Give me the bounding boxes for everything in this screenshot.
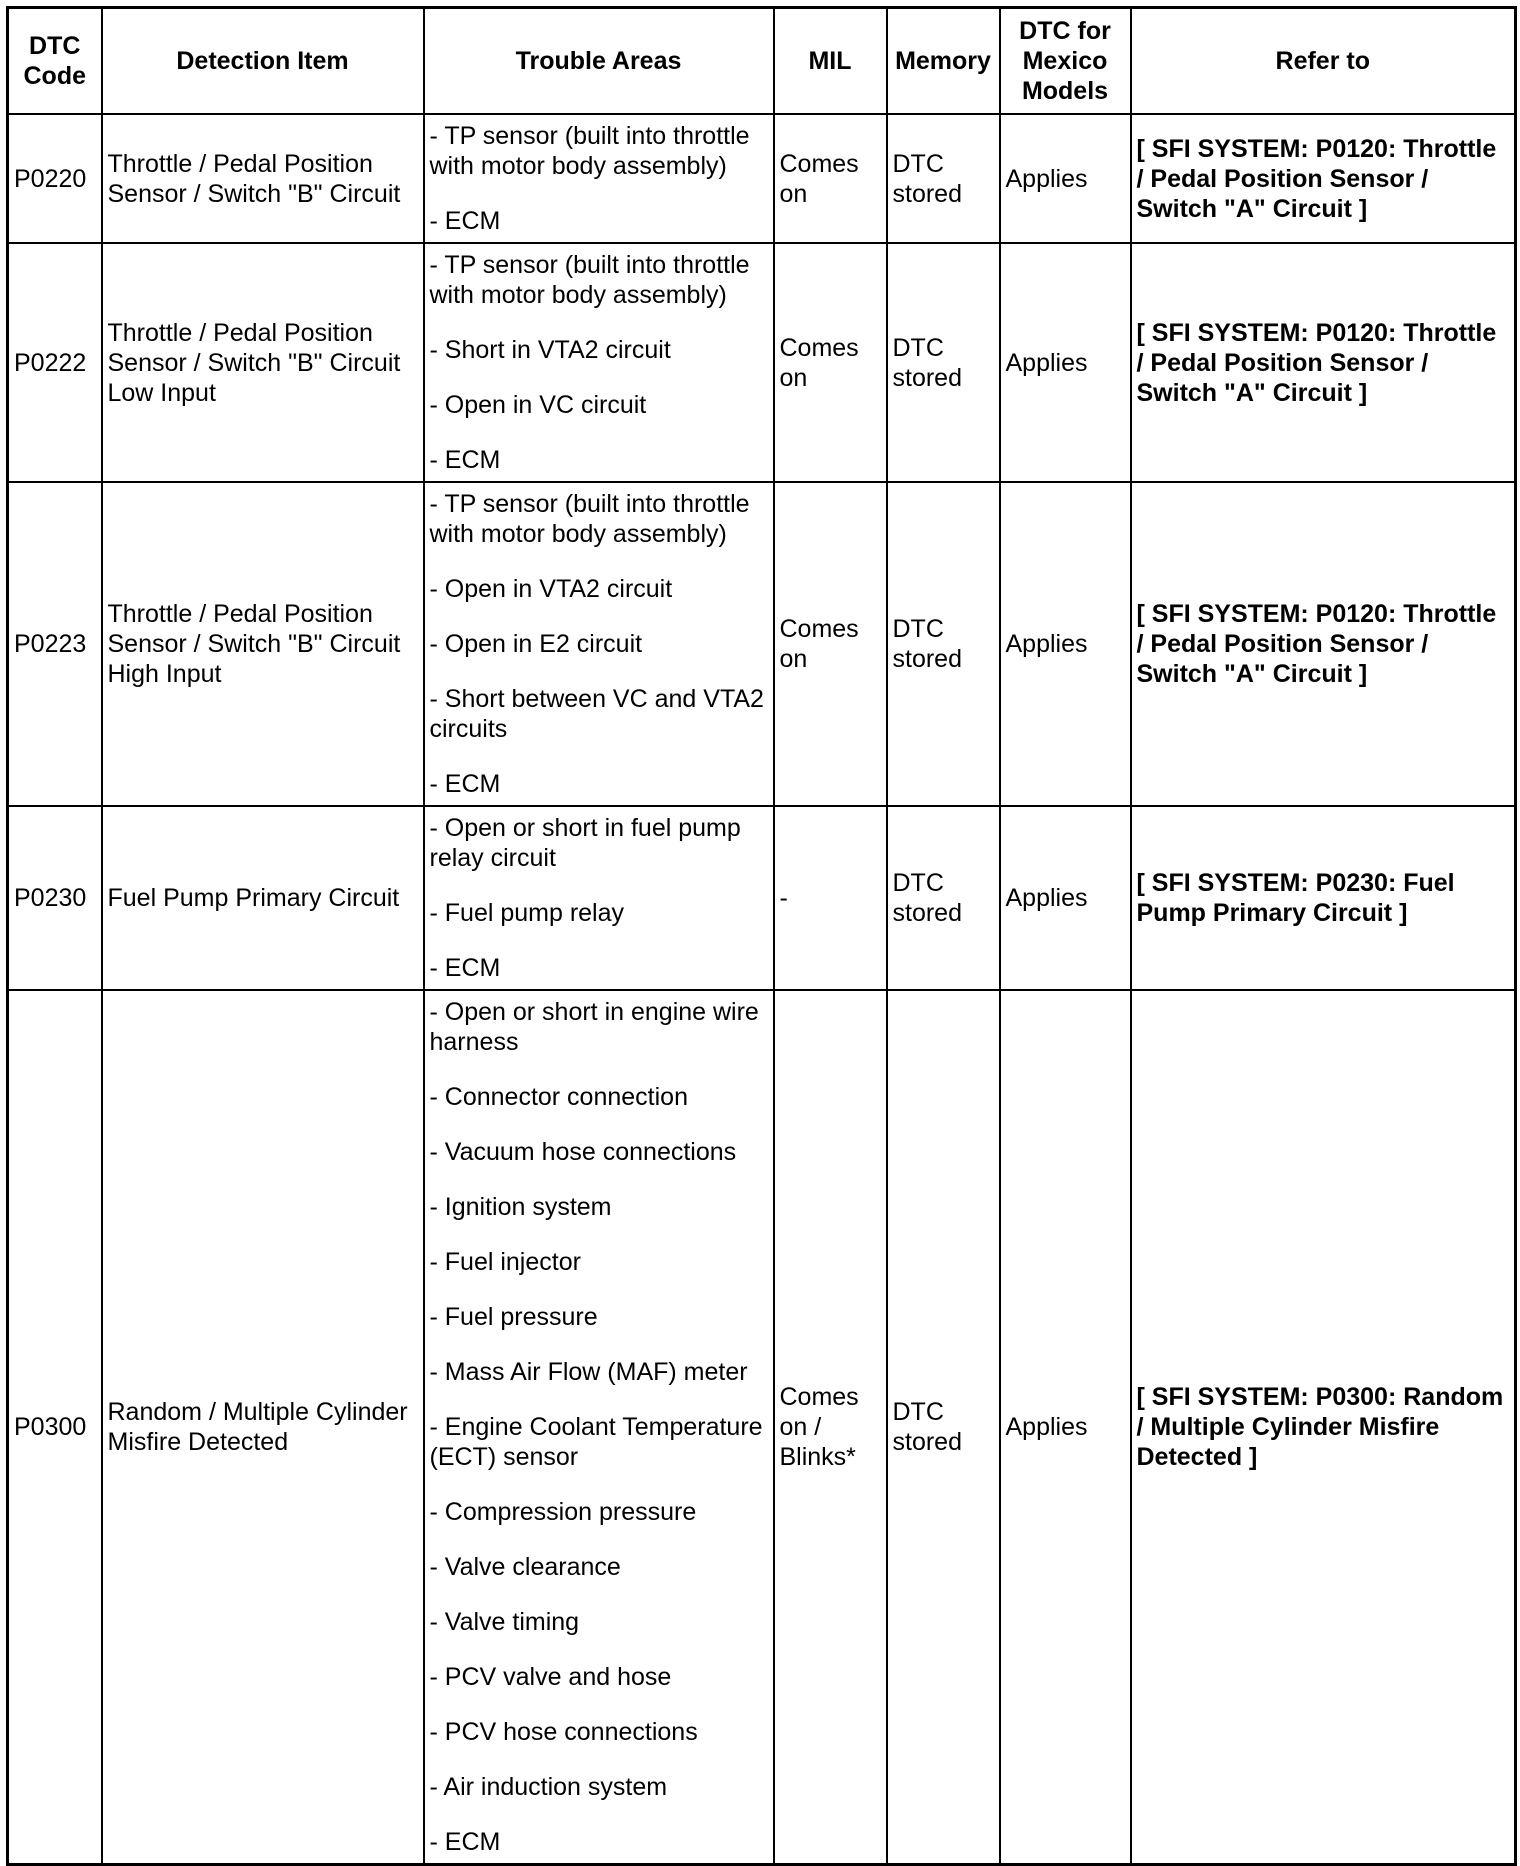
trouble-area-item: - Open in E2 circuit: [429, 630, 643, 658]
trouble-areas-cell: [424, 243, 774, 482]
memory-cell: DTC stored: [887, 990, 1000, 1865]
trouble-areas-list: [430, 813, 768, 983]
dtc-table: [6, 6, 1517, 1866]
header-row: [8, 8, 1516, 115]
dtc-code-cell: P0220: [8, 114, 102, 243]
mil-cell: Comes on: [774, 482, 887, 806]
memory-cell: DTC stored: [887, 806, 1000, 990]
mexico-models-cell: Applies: [1000, 243, 1131, 482]
dtc-code-cell: P0300: [8, 990, 102, 1865]
trouble-areas-list: [430, 489, 768, 799]
refer-to-cell: [ SFI SYSTEM: P0120: Throttle / Pedal Position Sensor / Switch "A" Circuit ]: [1131, 243, 1516, 482]
trouble-area-item: - TP sensor (built into throttle with motor body assembly): [429, 251, 750, 309]
trouble-area-item: - Air induction system: [429, 1773, 668, 1801]
mil-cell: Comes on: [774, 114, 887, 243]
trouble-area-item: - Fuel pump relay: [429, 899, 625, 927]
trouble-area-item: - Open in VTA2 circuit: [429, 575, 673, 603]
trouble-area-item: - PCV valve and hose: [429, 1663, 672, 1691]
trouble-area-item: - Open or short in engine wire harness: [429, 998, 759, 1056]
trouble-area-item: - Fuel pressure: [429, 1303, 598, 1331]
mexico-models-cell: Applies: [1000, 806, 1131, 990]
dtc-code-cell: P0222: [8, 243, 102, 482]
trouble-area-item: - ECM: [429, 954, 501, 982]
header-refer-to: Refer to: [1131, 8, 1516, 115]
trouble-area-item: - TP sensor (built into throttle with motor body assembly): [429, 490, 750, 548]
table-row: [8, 243, 1516, 482]
header-dtc-code: DTC Code: [8, 8, 102, 115]
header-trouble-areas: Trouble Areas: [424, 8, 774, 115]
trouble-area-item: - Short between VC and VTA2 circuits: [429, 685, 764, 743]
mexico-models-cell: Applies: [1000, 114, 1131, 243]
detection-item-cell: Fuel Pump Primary Circuit: [102, 806, 424, 990]
trouble-area-item: - Fuel injector: [429, 1248, 581, 1276]
trouble-area-item: - Mass Air Flow (MAF) meter: [429, 1358, 748, 1386]
dtc-document: [6, 6, 1514, 1856]
header-detection-item: Detection Item: [102, 8, 424, 115]
trouble-area-item: - ECM: [429, 770, 501, 798]
dtc-code-cell: P0223: [8, 482, 102, 806]
mexico-models-cell: Applies: [1000, 990, 1131, 1865]
trouble-area-item: - Vacuum hose connections: [429, 1138, 737, 1166]
trouble-area-item: - Compression pressure: [429, 1498, 697, 1526]
trouble-area-item: - ECM: [429, 207, 501, 235]
header-memory: Memory: [887, 8, 1000, 115]
table-row: [8, 806, 1516, 990]
trouble-area-item: - Valve timing: [429, 1608, 580, 1636]
detection-item-cell: Throttle / Pedal Position Sensor / Switch "B" Circuit High Input: [102, 482, 424, 806]
mil-cell: -: [774, 806, 887, 990]
table-row: [8, 482, 1516, 806]
memory-cell: DTC stored: [887, 482, 1000, 806]
refer-to-cell: [ SFI SYSTEM: P0230: Fuel Pump Primary Circuit ]: [1131, 806, 1516, 990]
trouble-areas-list: [430, 121, 768, 236]
trouble-areas-cell: [424, 114, 774, 243]
trouble-area-item: - Ignition system: [429, 1193, 612, 1221]
trouble-area-item: - Connector connection: [429, 1083, 688, 1111]
trouble-areas-cell: [424, 990, 774, 1865]
trouble-areas-list: [430, 250, 768, 475]
trouble-area-item: - Engine Coolant Temperature (ECT) sensor: [429, 1413, 763, 1471]
table-row: [8, 114, 1516, 243]
trouble-areas-list: [430, 997, 768, 1857]
trouble-areas-cell: [424, 806, 774, 990]
detection-item-cell: Throttle / Pedal Position Sensor / Switch "B" Circuit Low Input: [102, 243, 424, 482]
mil-cell: Comes on / Blinks*: [774, 990, 887, 1865]
trouble-area-item: - TP sensor (built into throttle with motor body assembly): [429, 122, 750, 180]
memory-cell: DTC stored: [887, 243, 1000, 482]
memory-cell: DTC stored: [887, 114, 1000, 243]
trouble-area-item: - ECM: [429, 1828, 501, 1856]
refer-to-cell: [ SFI SYSTEM: P0300: Random / Multiple Cylinder Misfire Detected ]: [1131, 990, 1516, 1865]
trouble-area-item: - Valve clearance: [429, 1553, 621, 1581]
header-mil: MIL: [774, 8, 887, 115]
detection-item-cell: Throttle / Pedal Position Sensor / Switch "B" Circuit: [102, 114, 424, 243]
trouble-area-item: - PCV hose connections: [429, 1718, 698, 1746]
trouble-area-item: - Open in VC circuit: [429, 391, 647, 419]
detection-item-cell: Random / Multiple Cylinder Misfire Detected: [102, 990, 424, 1865]
table-row: [8, 990, 1516, 1865]
dtc-code-cell: P0230: [8, 806, 102, 990]
header-mexico-models: DTC for Mexico Models: [1000, 8, 1131, 115]
refer-to-cell: [ SFI SYSTEM: P0120: Throttle / Pedal Position Sensor / Switch "A" Circuit ]: [1131, 482, 1516, 806]
trouble-areas-cell: [424, 482, 774, 806]
trouble-area-item: - Short in VTA2 circuit: [429, 336, 671, 364]
mexico-models-cell: Applies: [1000, 482, 1131, 806]
trouble-area-item: - ECM: [429, 446, 501, 474]
mil-cell: Comes on: [774, 243, 887, 482]
trouble-area-item: - Open or short in fuel pump relay circuit: [429, 814, 741, 872]
refer-to-cell: [ SFI SYSTEM: P0120: Throttle / Pedal Position Sensor / Switch "A" Circuit ]: [1131, 114, 1516, 243]
